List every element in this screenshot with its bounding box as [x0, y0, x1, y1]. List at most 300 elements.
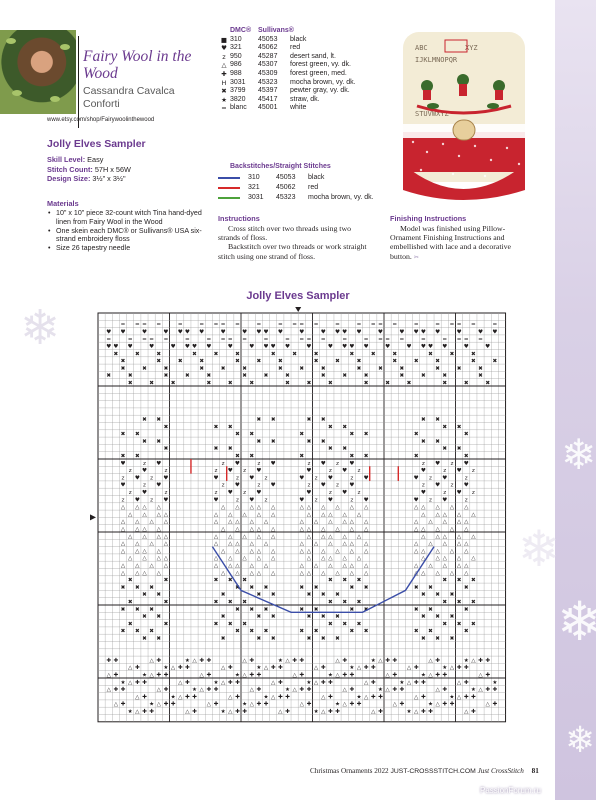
- stitch-symbol: ★: [470, 687, 476, 694]
- stitch-symbol: ✚: [149, 709, 154, 715]
- stitch-symbol: z: [307, 482, 311, 489]
- stitch-symbol: ✖: [106, 373, 112, 380]
- stitch-symbol: =: [399, 336, 405, 343]
- stitch-symbol: ✚: [227, 665, 233, 672]
- stitch-symbol: ♥: [492, 329, 498, 336]
- stitch-symbol: ✖: [256, 592, 262, 599]
- stitch-symbol: △: [135, 541, 140, 548]
- stitch-symbol: ♥: [385, 344, 391, 350]
- stitch-symbol: △: [235, 519, 240, 526]
- stitch-symbol: ✖: [142, 417, 147, 423]
- stitch-symbol: △: [142, 533, 147, 540]
- stitch-symbol: ♥: [327, 344, 333, 350]
- stitch-symbol: △: [485, 701, 490, 708]
- stitch-symbol: ♥: [234, 460, 240, 467]
- stitch-symbol: ✖: [306, 614, 312, 621]
- stitch-symbol: =: [385, 336, 390, 343]
- stitch-symbol: ✖: [227, 446, 233, 453]
- stitch-symbol: ✖: [292, 351, 297, 358]
- stitch-symbol: ✖: [435, 358, 440, 365]
- stitch-symbol: ✚: [370, 679, 376, 686]
- stitch-symbol: ✖: [428, 351, 433, 358]
- stitch-symbol: ✖: [235, 606, 240, 613]
- stitch-symbol: △: [342, 533, 347, 540]
- stitch-symbol: △: [363, 694, 369, 701]
- stitch-symbol: ✚: [342, 657, 348, 664]
- stitch-symbol: △: [149, 657, 154, 664]
- stitch-symbol: ★: [127, 709, 133, 715]
- stitch-symbol: ♥: [306, 490, 312, 496]
- stitch-symbol: △: [142, 555, 147, 562]
- stitch-symbol: ✖: [299, 431, 305, 438]
- stitch-symbol: ✖: [249, 628, 255, 635]
- stitch-symbol: △: [428, 657, 433, 664]
- key-symbol: =: [221, 104, 227, 113]
- stitch-symbol: ♥: [249, 475, 255, 482]
- stitch-symbol: △: [342, 687, 347, 694]
- stitch-symbol: ✖: [406, 380, 412, 387]
- stitch-symbol: z: [357, 468, 361, 475]
- stitch-symbol: ✖: [142, 636, 147, 642]
- center-arrow-icon: [295, 307, 301, 312]
- stitch-symbol: △: [156, 570, 161, 577]
- stitch-symbol: z: [221, 460, 225, 467]
- stitch-symbol: △: [271, 526, 276, 533]
- stitch-symbol: △: [349, 504, 354, 511]
- stitch-symbol: ✖: [335, 636, 340, 642]
- stitch-symbol: △: [156, 687, 161, 694]
- stitch-symbol: z: [257, 460, 261, 467]
- stitch-symbol: ✖: [249, 453, 255, 460]
- stitch-symbol: =: [449, 322, 455, 329]
- stitch-symbol: ✖: [249, 584, 255, 591]
- stitch-symbol: z: [128, 490, 132, 496]
- stitch-symbol: △: [456, 563, 462, 569]
- stitch-symbol: ✚: [463, 665, 469, 672]
- stitch-symbol: △: [313, 679, 319, 686]
- stitch-symbol: ✖: [313, 584, 319, 591]
- stitch-symbol: z: [443, 468, 447, 475]
- stitch-symbol: =: [456, 322, 462, 329]
- stitch-symbol: △: [213, 519, 219, 526]
- stitch-symbol: ★: [141, 672, 147, 679]
- stitch-symbol: △: [464, 541, 469, 548]
- stitch-symbol: ✚: [170, 701, 176, 708]
- instructions-paragraph: Cross stitch over two threads using two strands of floss.: [218, 224, 352, 243]
- stitch-symbol: ★: [192, 687, 198, 694]
- stitch-symbol: △: [235, 526, 240, 533]
- stitch-symbol: ✖: [442, 446, 448, 453]
- stitch-symbol: ✖: [206, 373, 212, 380]
- stitch-symbol: =: [306, 336, 312, 343]
- stitch-symbol: △: [335, 672, 340, 679]
- stitch-symbol: ✖: [220, 592, 226, 599]
- stitch-symbol: ✖: [471, 599, 476, 606]
- stitch-symbol: ✖: [363, 373, 369, 380]
- stitch-symbol: ✚: [120, 687, 126, 694]
- stitch-symbol: ✚: [328, 679, 333, 686]
- stitch-symbol: ✖: [420, 438, 426, 445]
- key-row: ♥ 321 45062 red: [218, 44, 356, 53]
- stitch-symbol: ✖: [306, 592, 312, 599]
- stitch-symbol: z: [150, 497, 154, 504]
- pillow-ornament-photo: [393, 14, 533, 210]
- stitch-symbol: ♥: [227, 490, 233, 496]
- stitch-symbol: ✖: [242, 365, 247, 372]
- stitch-symbol: =: [106, 336, 112, 343]
- stitch-symbol: ♥: [349, 460, 355, 467]
- stitch-symbol: ★: [234, 672, 240, 679]
- stitch-symbol: ♥: [306, 468, 312, 475]
- stitch-symbol: ✖: [120, 358, 126, 365]
- stitch-symbol: △: [299, 563, 304, 569]
- stitch-symbol: z: [314, 497, 318, 504]
- stitch-symbol: △: [414, 548, 419, 555]
- stitch-symbol: z: [450, 482, 454, 489]
- stitch-symbol: ✖: [435, 417, 440, 423]
- stitch-symbol: ★: [356, 694, 362, 701]
- stitch-symbol: ✖: [142, 438, 147, 445]
- stitch-symbol: ✖: [342, 577, 348, 584]
- stitch-symbol: ♥: [163, 497, 169, 504]
- stitch-symbol: ✚: [192, 694, 197, 701]
- stitch-symbol: △: [299, 504, 304, 511]
- stitch-symbol: △: [456, 533, 462, 540]
- stitch-symbol: ♥: [320, 329, 326, 336]
- stitch-symbol: △: [435, 533, 440, 540]
- stitch-symbol: △: [356, 533, 362, 540]
- stitch-symbol: △: [363, 570, 369, 577]
- stitch-symbol: ✚: [235, 679, 240, 686]
- stitch-symbol: △: [120, 548, 126, 555]
- stitch-symbol: △: [414, 563, 419, 569]
- stitch-symbol: ✖: [435, 592, 440, 599]
- stitch-symbol: ♥: [120, 482, 126, 489]
- stitch-symbol: ✚: [185, 694, 190, 701]
- finishing-body: [390, 224, 532, 263]
- stitch-symbol: ✖: [363, 628, 369, 635]
- stitch-symbol: △: [421, 504, 426, 511]
- stitch-symbol: ✚: [113, 672, 119, 679]
- stitch-symbol: △: [421, 570, 426, 577]
- project-title: Jolly Elves Sampler: [47, 138, 146, 150]
- stitch-symbol: △: [306, 555, 312, 562]
- stitch-symbol: △: [435, 570, 440, 577]
- stitch-symbol: △: [228, 709, 233, 715]
- stitch-symbol: ★: [306, 679, 312, 686]
- stitch-symbol: ✖: [127, 599, 133, 606]
- stitch-symbol: ♥: [141, 468, 147, 475]
- stitch-symbol: △: [313, 665, 319, 672]
- stitch-symbol: ✖: [306, 417, 312, 423]
- stitch-symbol: ✖: [320, 592, 326, 599]
- stitch-symbol: △: [464, 563, 469, 569]
- stitch-symbol: ✚: [227, 679, 233, 686]
- stitch-symbol: ♥: [141, 329, 147, 336]
- dmc-heading: DMC®: [230, 27, 252, 34]
- stitch-symbol: ♥: [406, 344, 412, 350]
- stitch-symbol: ✖: [435, 614, 440, 621]
- stitch-symbol: ★: [377, 687, 383, 694]
- stitch-symbol: =: [163, 336, 169, 343]
- stitch-symbol: ✖: [163, 577, 169, 584]
- stitch-symbol: ★: [220, 709, 226, 715]
- stitch-symbol: ♥: [206, 344, 212, 350]
- stitch-symbol: △: [220, 526, 226, 533]
- stitch-symbol: ✖: [349, 351, 355, 358]
- stitch-symbol: ✖: [349, 431, 355, 438]
- materials-list: [47, 209, 212, 253]
- stitch-symbol: ♥: [356, 329, 362, 336]
- page-number: 81: [531, 767, 539, 775]
- stitch-symbol: △: [206, 701, 211, 708]
- stitch-symbol: △: [414, 519, 419, 526]
- stitch-symbol: ♥: [342, 329, 348, 336]
- stitch-symbol: =: [463, 336, 469, 343]
- stitch-symbol: ✖: [363, 380, 369, 387]
- key-symbol: ♥: [221, 44, 227, 53]
- stitch-symbol: △: [135, 563, 140, 569]
- stitch-symbol: z: [450, 460, 454, 467]
- stitch-symbol: △: [328, 541, 333, 548]
- stitch-symbol: ✖: [270, 614, 276, 621]
- stitch-symbol: ✖: [435, 438, 440, 445]
- stitch-symbol: ♥: [413, 475, 419, 482]
- stitch-symbol: △: [228, 519, 233, 526]
- stitch-symbol: ✖: [356, 577, 362, 584]
- stitch-symbol: △: [342, 701, 347, 708]
- stitch-symbol: ✖: [320, 438, 326, 445]
- stitch-symbol: △: [213, 555, 219, 562]
- stitch-symbol: △: [163, 519, 169, 526]
- stitch-symbol: ✖: [249, 380, 255, 387]
- stitch-symbol: ✚: [256, 701, 262, 708]
- designer-link[interactable]: www.etsy.com/shop/Fairywoolinthewood: [47, 117, 155, 123]
- stitch-symbol: ★: [256, 665, 262, 672]
- stitch-symbol: △: [106, 672, 111, 679]
- color-key: [218, 27, 356, 113]
- design-size-label: Design Size:: [47, 174, 91, 183]
- stitch-symbol: △: [113, 701, 119, 708]
- stitch-symbol: ✖: [463, 628, 469, 635]
- stitch-symbol: ★: [327, 672, 333, 679]
- stitch-symbol: △: [464, 526, 469, 533]
- stitch-symbol: ✖: [156, 614, 162, 621]
- stitch-symbol: ✚: [299, 687, 305, 694]
- stitch-symbol: ♥: [299, 475, 305, 482]
- stitch-symbol: ♥: [184, 329, 190, 336]
- stitch-symbol: z: [121, 497, 125, 504]
- svg-text:ABC: ABC: [415, 44, 428, 52]
- stitch-symbol: ✖: [285, 380, 290, 387]
- stitch-symbol: ✖: [185, 373, 190, 380]
- stitch-symbol: z: [464, 475, 468, 482]
- stitch-symbol: ✖: [127, 373, 133, 380]
- stitch-symbol: ♥: [349, 482, 355, 489]
- stitch-symbol: △: [149, 541, 154, 548]
- stitch-symbol: △: [299, 541, 304, 548]
- stitch-symbol: △: [414, 526, 419, 533]
- stitch-symbol: △: [213, 563, 219, 569]
- stitch-symbol: ✖: [277, 358, 283, 365]
- stitch-symbol: ♥: [184, 344, 190, 350]
- chart-title: Jolly Elves Sampler: [246, 290, 350, 302]
- stitch-symbol: ✚: [363, 665, 369, 672]
- stitch-symbol: △: [328, 563, 333, 569]
- list-item: • 10" x 10" piece 32-count witch Tina hand-dyed linen from Fairy Wool in the Wood: [47, 209, 212, 227]
- stitch-symbol: =: [492, 322, 498, 329]
- key-row: H 3031 45323 mocha brown, vy. dk.: [218, 79, 356, 88]
- stitch-symbol: △: [335, 548, 340, 555]
- stitch-symbol: △: [363, 504, 369, 511]
- stitch-symbol: ✖: [142, 614, 147, 621]
- stitch-symbol: ♥: [270, 344, 276, 350]
- stitch-symbol: ✖: [134, 628, 140, 635]
- stitch-symbol: ♥: [141, 490, 147, 496]
- stitch-symbol: ✚: [299, 672, 305, 679]
- stitch-symbol: ✚: [435, 672, 440, 679]
- stitch-symbol: ✖: [235, 453, 240, 460]
- stitch-symbol: ♥: [249, 497, 255, 504]
- stitch-symbol: ✚: [249, 672, 255, 679]
- stitch-symbol: △: [142, 548, 147, 555]
- stitch-symbol: ✖: [420, 614, 426, 621]
- stitch-symbol: =: [356, 322, 362, 329]
- stitch-symbol: △: [263, 541, 269, 548]
- stitch-symbol: ✚: [192, 709, 197, 715]
- stitch-symbol: ♥: [149, 344, 155, 350]
- stitch-symbol: ♥: [413, 497, 419, 504]
- stitch-symbol: △: [299, 526, 304, 533]
- stitch-symbol: ★: [370, 657, 376, 664]
- stitch-symbol: z: [221, 482, 225, 489]
- stitch-symbol: ✖: [227, 424, 233, 431]
- stitch-symbol: ✖: [199, 365, 205, 372]
- stitch-symbol: △: [421, 511, 426, 518]
- stitch-symbol: △: [228, 541, 233, 548]
- stitch-symbol: =: [242, 336, 247, 343]
- stitch-symbol: ♥: [270, 460, 276, 467]
- stitch-symbol: ✖: [342, 621, 348, 628]
- stitch-symbol: z: [328, 468, 332, 475]
- stitch-symbol: △: [228, 694, 233, 701]
- site-link[interactable]: JUST-CROSSSTITCH.COM: [390, 768, 476, 775]
- stitch-symbol: △: [213, 541, 219, 548]
- key-row: ■ 310 45053 black: [218, 36, 356, 45]
- stitch-symbol: ✖: [399, 365, 405, 372]
- stitch-symbol: △: [306, 570, 312, 577]
- stitch-symbol: ✚: [177, 665, 183, 672]
- stitch-symbol: ♥: [113, 344, 119, 350]
- stitch-symbol: △: [220, 548, 226, 555]
- stitch-symbol: ✖: [299, 365, 305, 372]
- stitch-symbol: z: [150, 475, 154, 482]
- stitch-symbol: ♥: [435, 482, 441, 489]
- stitch-symbol: △: [278, 709, 283, 715]
- stitch-symbol: ♥: [156, 460, 162, 467]
- stitch-symbol: △: [328, 511, 333, 518]
- stitch-symbol: △: [149, 672, 154, 679]
- stitch-symbol: △: [456, 555, 462, 562]
- stitch-symbol: ✖: [463, 606, 469, 613]
- stitch-symbol: ♥: [442, 475, 448, 482]
- stitch-symbol: ✚: [120, 701, 126, 708]
- stitch-symbol: ♥: [213, 475, 219, 482]
- stitch-symbol: ✖: [456, 621, 462, 628]
- stitch-symbol: ✖: [420, 417, 426, 423]
- stitch-symbol: ✖: [192, 351, 197, 358]
- key-symbol: ■: [220, 35, 228, 44]
- stitch-symbol: △: [406, 665, 412, 672]
- stitch-symbol: ♥: [163, 329, 169, 336]
- stitch-symbol: ✖: [356, 599, 362, 606]
- stitch-symbol: ✖: [313, 358, 319, 365]
- stitch-symbol: ♥: [485, 344, 491, 350]
- stitch-symbol: △: [349, 519, 354, 526]
- stitch-symbol: ✖: [249, 431, 255, 438]
- decorative-side-band: [555, 0, 602, 800]
- stitch-symbol: ✖: [413, 606, 419, 613]
- stitch-symbol: △: [449, 548, 455, 555]
- stitch-symbol: ✚: [299, 657, 305, 664]
- stitch-symbol: △: [342, 519, 347, 526]
- stitch-symbol: △: [163, 555, 169, 562]
- stitch-symbol: △: [421, 548, 426, 555]
- stitch-symbol: z: [164, 490, 168, 496]
- stitch-symbol: ♥: [227, 344, 233, 350]
- stitch-symbol: ✖: [392, 358, 398, 365]
- stitch-symbol: ✖: [449, 592, 455, 599]
- stitch-symbol: =: [456, 336, 462, 343]
- stitch-symbol: =: [185, 336, 190, 343]
- backstitch-swatch: [218, 177, 240, 179]
- stitch-symbol: △: [414, 570, 419, 577]
- stitch-symbol: ✖: [242, 577, 247, 584]
- snowflake-icon: ❄: [565, 720, 596, 761]
- stitch-symbol: △: [249, 526, 254, 533]
- key-row: 310 45053 black: [218, 173, 374, 183]
- stitch-symbol: ✖: [342, 424, 348, 431]
- stitch-symbol: △: [414, 504, 419, 511]
- stitch-symbol: ✚: [285, 694, 290, 701]
- key-row: ✖ 3799 45397 pewter gray, vy. dk.: [218, 87, 356, 96]
- stitch-symbol: ✚: [349, 701, 355, 708]
- stitch-symbol: ✖: [213, 599, 219, 606]
- stitch-symbol: ✖: [163, 621, 169, 628]
- stitch-symbol: z: [336, 482, 339, 489]
- stitch-symbol: z: [243, 490, 247, 496]
- stitch-symbol: △: [156, 701, 161, 708]
- stitch-symbol: △: [321, 533, 326, 540]
- stitch-symbol: =: [149, 336, 154, 343]
- stitch-symbol: ✖: [463, 584, 469, 591]
- stitch-count-value: 57H x 56W: [94, 164, 131, 174]
- stitch-symbol: ★: [313, 709, 319, 715]
- stitch-symbol: ♥: [120, 329, 126, 336]
- stitch-symbol: =: [378, 336, 383, 343]
- stitch-symbol: ✚: [420, 709, 426, 715]
- stitch-symbol: z: [314, 475, 318, 482]
- stitch-symbol: ✚: [306, 701, 312, 708]
- stitch-symbol: △: [349, 548, 354, 555]
- stitch-symbol: ✚: [485, 687, 491, 694]
- stitch-symbol: ✚: [256, 672, 262, 679]
- stitch-symbol: △: [185, 709, 190, 715]
- stitch-symbol: △: [306, 533, 312, 540]
- stitch-symbol: ✖: [328, 621, 333, 628]
- stitch-symbol: ✖: [227, 621, 233, 628]
- stitch-symbol: △: [449, 665, 455, 672]
